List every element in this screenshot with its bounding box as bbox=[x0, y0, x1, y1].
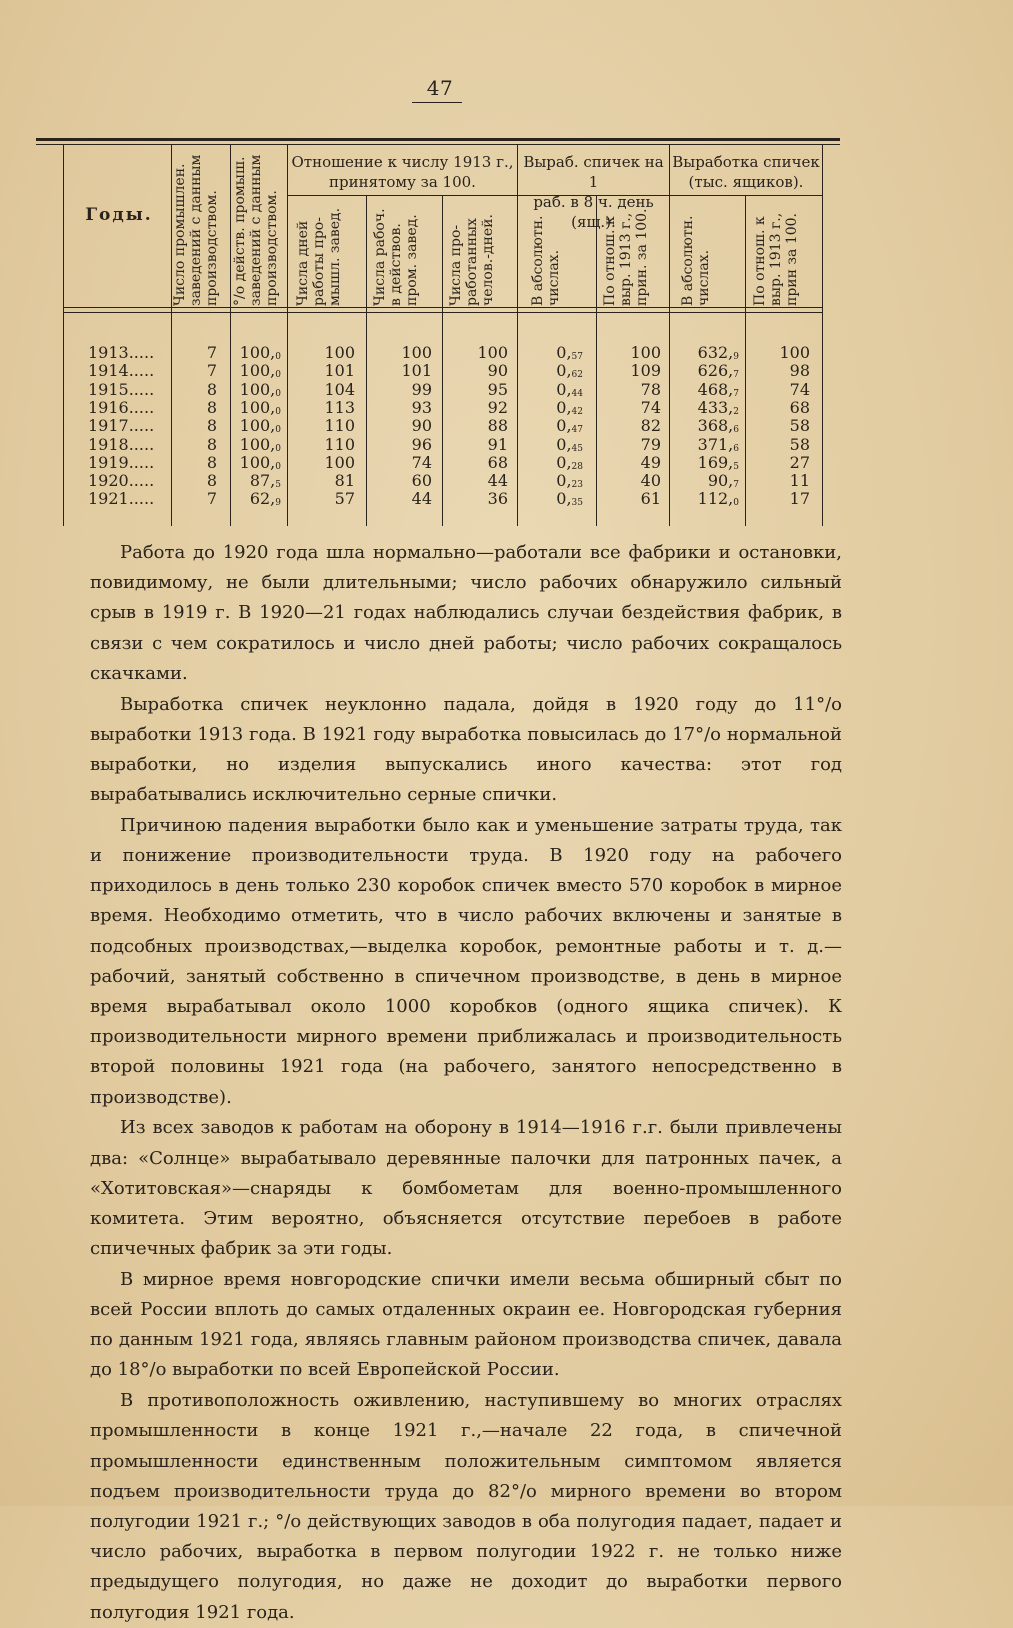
header-workers: Числа рабоч. в действов. пром. завед. bbox=[372, 208, 420, 306]
cell-integer: 0, bbox=[556, 379, 572, 399]
table-cell-or: 68 bbox=[789, 397, 810, 417]
cell-integer: 626, bbox=[697, 361, 734, 381]
table-cell-ent: 7 bbox=[206, 489, 217, 509]
table-cell-md: 90 bbox=[487, 361, 508, 381]
table-cell-md: 100 bbox=[477, 343, 508, 362]
body-text bbox=[90, 538, 842, 1628]
header-enterprises: Число промышлен. заведений с данным производством. bbox=[172, 154, 220, 306]
year-cell: 1918..... bbox=[88, 434, 155, 454]
table-top-rule bbox=[36, 138, 840, 141]
cell-decimal: 9 bbox=[733, 352, 739, 362]
cell-decimal: 5 bbox=[733, 461, 739, 472]
cell-integer: 112, bbox=[697, 489, 734, 509]
cell-decimal: 9 bbox=[275, 498, 281, 509]
table-row bbox=[0, 490, 900, 508]
table-cell-wrk: 60 bbox=[411, 471, 432, 491]
year-cell: 1914..... bbox=[88, 361, 155, 381]
table-cell-or: 11 bbox=[789, 471, 810, 491]
cell-decimal: 0 bbox=[733, 498, 739, 509]
table-cell-wrk: 96 bbox=[411, 434, 432, 454]
table-cell-md: 36 bbox=[487, 489, 508, 509]
table-cell-days: 104 bbox=[324, 379, 355, 399]
table-cell-days: 113 bbox=[324, 397, 355, 417]
cell-integer: 100, bbox=[239, 379, 276, 399]
table-cell-wrk: 44 bbox=[411, 489, 432, 509]
cell-decimal: 0 bbox=[275, 406, 281, 417]
table-cell-ent: 8 bbox=[206, 434, 217, 454]
year-cell: 1913..... bbox=[88, 343, 155, 362]
table-cell-ent: 7 bbox=[206, 361, 217, 381]
table-cell-or: 17 bbox=[789, 489, 810, 509]
cell-decimal: 62 bbox=[571, 370, 583, 381]
table-cell-ent: 7 bbox=[206, 343, 217, 362]
table-cell-days: 100 bbox=[324, 343, 355, 362]
cell-integer: 0, bbox=[556, 343, 572, 362]
table-cell-md: 92 bbox=[487, 397, 508, 417]
cell-decimal: 23 bbox=[571, 480, 583, 491]
cell-decimal: 6 bbox=[733, 425, 739, 436]
cell-decimal: 42 bbox=[571, 406, 583, 417]
table-row bbox=[0, 362, 900, 380]
header-active-percent: °/о действ. промыш. заведений с данным производством. bbox=[232, 154, 280, 306]
year-cell: 1916..... bbox=[88, 397, 155, 417]
cell-integer: 62, bbox=[249, 489, 276, 509]
page-number-underline bbox=[412, 102, 462, 103]
table-cell-days: 81 bbox=[334, 471, 355, 491]
cell-decimal: 0 bbox=[275, 370, 281, 381]
table-cell-days: 110 bbox=[324, 434, 355, 454]
cell-integer: 0, bbox=[556, 471, 572, 491]
table-cell-wr: 61 bbox=[640, 489, 661, 509]
header-group-ratio: Отношение к числу 1913 г., принятому за 100. bbox=[291, 153, 514, 191]
cell-integer: 100, bbox=[239, 361, 276, 381]
cell-decimal: 7 bbox=[733, 480, 739, 491]
table-cell-wr: 109 bbox=[630, 361, 661, 381]
paragraph: Работа до 1920 года шла нормально—работали все фабрики и остановки, повидимому, не были длительными; число рабочих обнаружило сильный срыв в 1919 г. В 1920—21 годах наблюдались случаи бездействия фабрик, в связи с чем сократилось и число дней работы; число рабочих сокращалось скачками. bbox=[90, 542, 842, 684]
cell-integer: 100, bbox=[239, 452, 276, 472]
table-cell-md: 91 bbox=[487, 434, 508, 454]
page-number: 47 bbox=[426, 76, 454, 100]
cell-integer: 0, bbox=[556, 434, 572, 454]
table-cell-or: 74 bbox=[789, 379, 810, 399]
cell-integer: 0, bbox=[556, 416, 572, 436]
table-cell-or: 58 bbox=[789, 416, 810, 436]
table-cell-days: 57 bbox=[334, 489, 355, 509]
table-cell-wrk: 74 bbox=[411, 452, 432, 472]
table-header-bottom-rule bbox=[63, 307, 822, 308]
cell-decimal: 0 bbox=[275, 352, 281, 362]
cell-decimal: 0 bbox=[275, 388, 281, 399]
cell-integer: 371, bbox=[697, 434, 734, 454]
cell-integer: 632, bbox=[697, 343, 734, 362]
table-cell-wr: 79 bbox=[640, 434, 661, 454]
cell-decimal: 7 bbox=[733, 370, 739, 381]
table-row bbox=[0, 399, 900, 417]
table-cell-wa bbox=[556, 490, 583, 512]
table-cell-wrk: 90 bbox=[411, 416, 432, 436]
table-cell-or: 27 bbox=[789, 452, 810, 472]
header-group-output-per-worker: Выраб. спичек на 1 раб. в 8 ч. день (ящ.). bbox=[523, 153, 664, 231]
header-output-relative: По отнош. к выр. 1913 г., прин за 100. bbox=[752, 212, 800, 306]
cell-integer: 0, bbox=[556, 397, 572, 417]
header-years: Годы. bbox=[85, 205, 153, 225]
table-row bbox=[0, 344, 900, 362]
paragraph: В противоположность оживлению, наступившему во многих отраслях промышленности в конце 1921 г.,—начале 22 года, в спичечной промышленности единственным положительным симптомом является подъем производительности труда до 82°/о мирного времени во втором полугодии 1921 г.; °/о действующих заводов в оба полугодия падает, падает и число рабочих, выработка в первом полугодии 1922 г. не только ниже предыдущего полугодия, но даже не доходит до выработки первого полугодия 1921 года. bbox=[90, 1390, 842, 1623]
table-cell-or: 98 bbox=[789, 361, 810, 381]
year-cell: 1917..... bbox=[88, 416, 155, 436]
paragraph: Выработка спичек неуклонно падала, дойдя в 1920 году до 11°/о выработки 1913 года. В 1921 году выработка повысилась до 17°/о нормальной выработки, но изделия выпускались иного качества: этот год вырабатывались исключительно серные спички. bbox=[90, 693, 842, 806]
cell-decimal: 44 bbox=[571, 388, 583, 399]
table-row bbox=[0, 472, 900, 490]
cell-decimal: 47 bbox=[571, 425, 583, 436]
table-cell-wr: 74 bbox=[640, 397, 661, 417]
table-cell-md: 68 bbox=[487, 452, 508, 472]
table-cell-ent: 8 bbox=[206, 379, 217, 399]
table-cell-days: 110 bbox=[324, 416, 355, 436]
cell-decimal: 57 bbox=[571, 352, 583, 362]
cell-integer: 100, bbox=[239, 397, 276, 417]
cell-decimal: 6 bbox=[733, 443, 739, 454]
cell-decimal: 0 bbox=[275, 425, 281, 436]
table-cell-or: 58 bbox=[789, 434, 810, 454]
header-workdays: Числа дней работы про- мышл. завед. bbox=[295, 207, 343, 306]
header-mandays: Числа про- работанных челов.-дней. bbox=[448, 214, 496, 306]
cell-integer: 433, bbox=[697, 397, 734, 417]
table-row bbox=[0, 417, 900, 435]
cell-integer: 100, bbox=[239, 343, 276, 362]
table-cell-act bbox=[250, 490, 281, 512]
table-cell-md: 44 bbox=[487, 471, 508, 491]
cell-decimal: 0 bbox=[275, 443, 281, 454]
cell-integer: 169, bbox=[697, 452, 734, 472]
table-cell-wrk: 100 bbox=[401, 343, 432, 362]
cell-decimal: 0 bbox=[275, 461, 281, 472]
cell-decimal: 7 bbox=[733, 388, 739, 399]
paragraph: Причиною падения выработки было как и уменьшение затраты труда, так и понижение производительности труда. В 1920 году на рабочего приходилось в день только 230 коробок спичек вместо 570 коробок в мирное время. Необходимо отметить, что в число рабочих включены и занятые в подсобных производствах,—выделка коробок, ремонтные работы и т. д.—рабочий, занятый собственно в спичечном производстве, в день в мирное время вырабатывал около 1000 коробков (одного ящика спичек). К производительности мирного времени приближалась и производительность второй половины 1921 года (на рабочего, занятого непосредственно в производстве). bbox=[90, 814, 842, 1108]
table-cell-md: 95 bbox=[487, 379, 508, 399]
year-cell: 1915..... bbox=[88, 379, 155, 399]
table-cell-md: 88 bbox=[487, 416, 508, 436]
table-cell-wr: 40 bbox=[640, 471, 661, 491]
cell-integer: 90, bbox=[707, 471, 734, 491]
table-cell-or: 100 bbox=[779, 343, 810, 362]
paragraph: Из всех заводов к работам на оборону в 1914—1916 г.г. были привлечены два: «Солнце» вырабатывало деревянные палочки для патронных пачек, а «Хотитовская»—снаряды к бомбометам для военно-промышленного комитета. Этим вероятно, объясняется отсутствие перебоев в работе спичечных фабрик за эти годы. bbox=[90, 1117, 842, 1260]
table-cell-ent: 8 bbox=[206, 416, 217, 436]
table-cell-wr: 78 bbox=[640, 379, 661, 399]
table-cell-days: 100 bbox=[324, 452, 355, 472]
table-cell-wrk: 93 bbox=[411, 397, 432, 417]
table-cell-oa bbox=[698, 490, 739, 512]
table-cell-days: 101 bbox=[324, 361, 355, 381]
year-cell: 1921..... bbox=[88, 489, 155, 509]
header-output-absolute: В абсолютн. числах. bbox=[680, 215, 712, 306]
paragraph: В мирное время новгородские спички имели весьма обширный сбыт по всей России вплоть до самых отдаленных окраин ее. Новгородская губерния по данным 1921 года, являясь главным районом производства спичек, давала до 18°/о выработки по всей Европейской России. bbox=[90, 1268, 842, 1381]
cell-integer: 87, bbox=[249, 471, 276, 491]
cell-integer: 100, bbox=[239, 416, 276, 436]
table-top-rule-thin bbox=[36, 144, 840, 145]
table-cell-ent: 8 bbox=[206, 452, 217, 472]
cell-decimal: 5 bbox=[275, 480, 281, 491]
cell-integer: 0, bbox=[556, 489, 572, 509]
cell-decimal: 2 bbox=[733, 406, 739, 417]
table-cell-wr: 82 bbox=[640, 416, 661, 436]
cell-integer: 468, bbox=[697, 379, 734, 399]
header-group-output: Выработка спичек (тыс. ящиков). bbox=[672, 153, 820, 191]
cell-integer: 0, bbox=[556, 452, 572, 472]
header-worker-absolute: В абсолютн. числах. bbox=[530, 215, 562, 306]
year-cell: 1920..... bbox=[88, 471, 155, 491]
table-cell-ent: 8 bbox=[206, 397, 217, 417]
table-cell-ent: 8 bbox=[206, 471, 217, 491]
table-cell-wr: 100 bbox=[630, 343, 661, 362]
table-row bbox=[0, 454, 900, 472]
table-header-bottom-rule-2 bbox=[63, 312, 822, 313]
header-worker-relative: По отнош. к выр. 1913 г., прин. за 100. bbox=[602, 208, 650, 306]
table-row bbox=[0, 436, 900, 454]
year-cell: 1919..... bbox=[88, 452, 155, 472]
cell-decimal: 35 bbox=[571, 498, 583, 509]
table-cell-wrk: 99 bbox=[411, 379, 432, 399]
cell-integer: 0, bbox=[556, 361, 572, 381]
cell-decimal: 45 bbox=[571, 443, 583, 454]
cell-integer: 100, bbox=[239, 434, 276, 454]
cell-integer: 368, bbox=[697, 416, 734, 436]
table-row bbox=[0, 381, 900, 399]
cell-decimal: 28 bbox=[571, 461, 583, 472]
table-cell-wr: 49 bbox=[640, 452, 661, 472]
table-cell-wrk: 101 bbox=[401, 361, 432, 381]
